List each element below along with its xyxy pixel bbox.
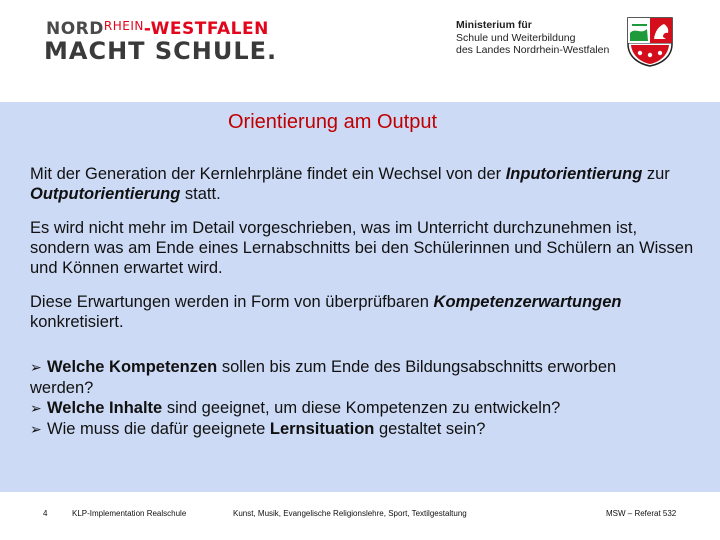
ministry-line-2: Schule und Weiterbildung [456, 31, 576, 44]
question-list [30, 357, 700, 440]
arrow-bullet-icon: ➢ [30, 360, 42, 376]
ministry-line-3: des Landes Nordrhein-Westfalen [456, 44, 610, 56]
p1-text-mid: zur [642, 165, 670, 183]
question-item [30, 398, 700, 419]
p3-text-before: Diese Erwartungen werden in Form von überprüfbaren [30, 293, 434, 311]
coat-of-arms-icon [627, 17, 673, 67]
question-1-text: sollen bis zum Ende des Bildungsabschnitts erworben [217, 358, 617, 376]
question-item [30, 419, 700, 440]
logo-nord: NORD [46, 19, 104, 39]
p1-text-after: statt. [180, 185, 221, 203]
question-item [30, 357, 700, 378]
p1-text-before: Mit der Generation der Kernlehrpläne findet ein Wechsel von der [30, 165, 506, 183]
paragraph-competences [30, 292, 700, 332]
p3-text-after: konkretisiert. [30, 313, 124, 331]
arrow-bullet-icon: ➢ [30, 401, 42, 417]
footer [0, 500, 720, 528]
p1-emphasis-output: Outputorientierung [30, 185, 181, 203]
question-1-bold: Welche Kompetenzen [47, 358, 218, 376]
p1-emphasis-input: Inputorientierung [505, 165, 643, 183]
question-3-pre: Wie muss die dafür geeignete [47, 420, 270, 438]
arrow-bullet-icon: ➢ [30, 422, 42, 438]
footer-right-text: MSW – Referat 532 [606, 509, 677, 518]
header [0, 0, 720, 100]
paragraph-expectations: Es wird nicht mehr im Detail vorgeschrieben, was im Unterricht durchzunehmen ist, sondern was am Ende eines Lernabschnitts bei den Schülerinnen und Schülern an Wissen und Können erwartet wird. [30, 219, 694, 277]
nrw-macht-schule-logo [40, 14, 278, 74]
footer-middle-text: Kunst, Musik, Evangelische Religionslehre, Sport, Textilgestaltung [233, 509, 467, 518]
footer-left-text: KLP-Implementation Realschule [72, 509, 187, 518]
ministry-name [456, 19, 616, 57]
ministry-line-1: Ministerium für [456, 19, 532, 31]
logo-westfalen: -WESTFALEN [143, 19, 269, 39]
question-item-continuation: werden? [30, 379, 94, 397]
question-2-bold: Welche Inhalte [47, 399, 163, 417]
p3-emphasis: Kompetenzerwartungen [433, 293, 622, 311]
logo-rhein: RHEIN [103, 19, 144, 33]
page-number: 4 [43, 509, 48, 518]
question-2-text: sind geeignet, um diese Kompetenzen zu entwickeln? [162, 399, 561, 417]
question-3-text: gestaltet sein? [374, 420, 486, 438]
question-3-bold: Lernsituation [269, 420, 375, 438]
paragraph-output-shift [30, 164, 700, 204]
slide-title: Orientierung am Output [228, 111, 437, 133]
logo-line-2: MACHT SCHULE. [44, 37, 278, 65]
